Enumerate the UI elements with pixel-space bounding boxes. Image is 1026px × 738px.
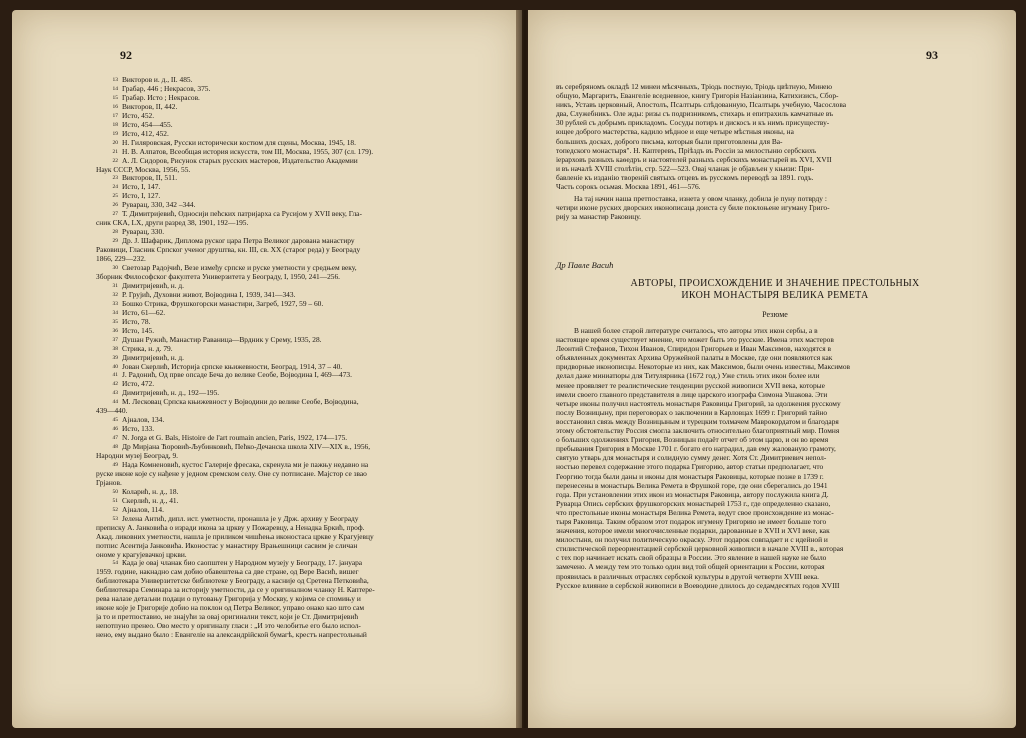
footnote-text: библиотекара Семинара за историју уметности, да се у оригиналном чланку Н. Каптере-	[96, 586, 375, 595]
footnote-text: Димитријевић, н. д.	[122, 353, 185, 362]
footnote-number: 13	[112, 77, 118, 83]
footnote-text: библиотекара Универзитетске библиотеке у Београду, а касније од Сретена Петковића,	[96, 577, 369, 586]
article-subtitle: Резюме	[762, 310, 788, 319]
footnote-number: 48	[112, 444, 118, 451]
footnote-text: Н. Гиляровская, Русски исторически костюм для сцены, Москва, 1945, 18.	[122, 138, 356, 147]
text-line: и въ началѣ XVIII столѣтіи, стр. 522—523. Овај чланак је објављен у књизи: При-	[556, 163, 814, 173]
footnote-number: 49	[112, 461, 118, 468]
title-line-1: АВТОРЫ, ПРОИСХОЖДЕНИЕ И ЗНАЧЕНИЕ ПРЕСТОЛЬНЫХ	[630, 278, 920, 289]
right-page	[528, 10, 1016, 728]
footnote-number: 44	[112, 399, 118, 406]
footnote-text: Светозар Радојчић, Везе између српске и руске уметности у средњем веку,	[122, 264, 357, 273]
footnote-text: Исто, 145.	[122, 326, 155, 335]
footnote-line	[96, 577, 508, 586]
text-line: Руварца Опись сербских фрушкогорских монастырей 1753 г., где определенно сказано,	[556, 498, 831, 508]
footnote-number: 33	[112, 300, 118, 307]
footnote-number: 21	[112, 148, 118, 155]
footnote-text: Грабар, 446 ; Некрасов, 375.	[122, 84, 211, 93]
text-line: два, Служебникъ. Оле жды: ризы съ подризникомъ, стихарь и епитрахиль камчатные въ	[556, 109, 834, 119]
footnote-line	[104, 389, 508, 398]
footnote-line	[104, 130, 508, 139]
footnote-line	[104, 148, 508, 157]
footnote-text: 439—440.	[96, 407, 128, 416]
footnote-line	[104, 103, 508, 112]
footnote-line	[96, 613, 508, 622]
footnote-line	[96, 479, 508, 488]
footnote-number: 25	[112, 193, 118, 200]
footnote-number: 20	[112, 139, 118, 146]
footnote-number: 38	[112, 345, 118, 352]
footnote-number: 18	[112, 121, 118, 128]
footnote-line	[104, 174, 508, 183]
footnote-line	[104, 228, 508, 237]
footnote-line	[104, 85, 508, 94]
footnote-number: 23	[112, 175, 118, 182]
footnote-line	[96, 452, 508, 461]
footnote-line	[96, 604, 508, 613]
footnote-number: 41	[112, 372, 118, 379]
footnote-text: N. Jorga et G. Bals, Histoire de l'art roumain ancien, Paris, 1922, 174—175.	[122, 434, 348, 443]
footnote-text: непотпуно пренео. Ово место у оригиналу гласи : „И это челобитье его было испол-	[96, 622, 361, 631]
footnote-line	[104, 416, 508, 425]
text-line: придворные иконописцы. Некоторые из них, как Максимов, были очень известны, Максимов	[556, 362, 851, 372]
footnote-text: Исто, I, 147.	[122, 183, 161, 192]
text-line: объявленных документах Архива Оружейной палаты в Москве, где они появляются как	[556, 353, 833, 363]
footnote-text: Исто, 61—62.	[122, 308, 166, 317]
footnote-line	[96, 551, 508, 560]
footnote-text: Нада Комненовић, кустос Галерије фресака, скренула ми је пажњу недавно на	[122, 460, 369, 469]
footnote-line	[104, 264, 508, 273]
text-line: стилистической переориентацией сербской церковной живописи в начале XVIII в., которая	[556, 544, 844, 554]
footnote-line	[104, 201, 508, 210]
article-author: Др Павле Васић	[556, 260, 614, 270]
footnote-number: 16	[112, 103, 118, 110]
footnote-text: Исто, 472.	[122, 380, 155, 389]
footnote-line	[96, 631, 508, 640]
footnote-number: 43	[112, 390, 118, 397]
footnote-number: 26	[112, 202, 118, 209]
footnote-text: Народни музеј Београд, 9.	[96, 452, 179, 461]
footnote-text: Јелена Антић, дипл. ист. уметности, пронашла је у Држ. архиву у Београду	[122, 514, 359, 523]
footnote-line	[104, 300, 508, 309]
footnote-text: Исто, 133.	[122, 425, 155, 434]
footnote-text: Коларић, н. д., 18.	[122, 487, 179, 496]
text-line: въ серебряномъ окладѣ 12 минеи мѣсячныхъ, Тріодь постную, Тріодь цвѣтную, Минею	[556, 82, 832, 91]
text-line: никъ, Уставъ церковный, Апостолъ, Псалтырь слѣдованную, Псалтырь учебную, Часослова	[556, 100, 847, 110]
footnote-number: 54	[112, 560, 118, 567]
footnote-text: Зборник Философског факултета Универзитета у Београду, I, 1950, 241—256.	[96, 272, 341, 281]
footnote-line	[96, 166, 508, 175]
footnote-number: 50	[112, 488, 118, 495]
footnote-line	[96, 219, 508, 228]
footnote-number: 52	[112, 506, 118, 513]
footnote-number: 19	[112, 130, 118, 137]
text-line: менее проявляет те реалистические тенденции русской живописи XVII века, которые	[556, 380, 825, 390]
footnote-text: Јован Скерлић, Историја српске књижевности, Београд, 1914, 37 – 40.	[122, 362, 343, 371]
text-line: Георгию тогда были даны и иконы для монастыря Раковицы, которые позже в 1739 г.	[556, 471, 824, 481]
text-line: значения, которое имели многочисленные подарки, дарованные в XVII и XVI веке, как	[556, 526, 830, 536]
text-line: о больших одолжениях Григория, Возницын подаёт отчет об этом царю, и он во время	[556, 435, 829, 445]
footnotes-list	[96, 76, 508, 640]
footnote-line	[96, 470, 508, 479]
footnote-text: Др. Ј. Шафарик, Диплома руског цара Петра Великог дарована манастиру	[122, 237, 355, 246]
footnote-number: 51	[112, 497, 118, 504]
footnote-line	[104, 210, 508, 219]
footnote-text: 1959. године, накнадно сам добио обавештења са две стране, од Вере Васић, вишег	[96, 568, 359, 577]
footnote-number: 45	[112, 417, 118, 424]
footnote-number: 29	[112, 238, 118, 245]
footnote-text: Др Мирјана Ћоровић-Љубинковић, Пећко-Дечанска школа XIV—XIX в., 1956,	[122, 443, 371, 452]
footnote-number: 47	[112, 435, 118, 442]
footnote-number: 24	[112, 184, 118, 191]
footnote-text: Када је овај чланак био саопштен у Народном музеју у Београду, 17. јануара	[122, 559, 363, 568]
footnote-text: нено, ему выдано было : Евангеліе на александрійской бумагѣ, крестъ напрестольный	[96, 631, 367, 640]
footnote-number: 27	[112, 211, 118, 218]
footnote-text: Димитријевић, н. д., 192—195.	[122, 389, 220, 398]
footnote-text: Скерлић, н. д., 41.	[122, 496, 179, 505]
footnote-number: 32	[112, 291, 118, 298]
footnote-line	[104, 291, 508, 300]
footnote-line	[96, 568, 508, 577]
footnote-text: ономе у крагујевачкој цркви.	[96, 550, 187, 559]
footnote-text: преписку А. Јанковића о изради икона за цркву у Пожаревцу, а Ненадка Бркић, проф.	[96, 523, 365, 532]
footnote-line	[96, 255, 508, 264]
footnote-line	[104, 237, 508, 246]
footnote-line	[104, 363, 508, 372]
footnote-text: Исто, 412, 452.	[122, 129, 169, 138]
footnote-line	[104, 497, 508, 506]
text-line: настоящее время существует мнение, что может быть это русские. Имена этих мастеров	[556, 335, 834, 345]
footnote-text: Викторов и. д., II. 485.	[122, 76, 193, 84]
title-line-2: ИКОН МОНАСТЫРЯ ВЕЛИКА РЕМЕТА	[681, 290, 869, 301]
footnote-text: Исто, 452.	[122, 111, 155, 120]
footnote-line	[104, 282, 508, 291]
footnote-number: 46	[112, 426, 118, 433]
footnote-number: 35	[112, 318, 118, 325]
footnote-line	[96, 595, 508, 604]
footnote-line	[104, 461, 508, 470]
footnote-text: Грабар. Исто ; Некрасов.	[122, 93, 200, 102]
footnote-line	[104, 345, 508, 354]
footnote-line	[104, 336, 508, 345]
text-line: имели своего главного представителя в лице царского изографа Симона Ушакова. Эти	[556, 389, 828, 399]
text-line: В нашей более старой литературе считалось, что авторы этих икон сербы, а в	[574, 326, 818, 335]
footnote-line	[104, 354, 508, 363]
footnote-text: Стрика, н. д. 79.	[122, 344, 173, 353]
footnote-text: Наук СССР, Москва, 1956, 55.	[96, 165, 191, 174]
footnote-text: ја то и претпоставио, не знајући за овај оригинални текст, који је Ст. Димитријевић	[96, 613, 359, 622]
footnote-number: 34	[112, 309, 118, 316]
footnote-text: иконе које је Григорије добио на поклон од Петра Великог, управо онако као што сам	[96, 604, 365, 613]
text-line: года. При установлении этих икон из монастыря Раковица, автору послужила книга Д.	[556, 489, 829, 499]
footnote-text: Р. Грујић, Духовни живот, Војводина I, 1939, 341—343.	[122, 290, 296, 299]
footnote-text: сник СКА, LX, други разред 38, 1901, 192—195.	[96, 219, 249, 228]
footnote-line	[96, 273, 508, 282]
footnote-text: Раковици, Гласник Српског ученог друштва, кн. III, св. XX (старог реда) у Београду	[96, 246, 361, 255]
footnote-text: Ј. Радонић, Од прве опсаде Беча до велике Сеобе, Војводина I, 469—473.	[122, 371, 352, 380]
footnote-line	[104, 192, 508, 201]
footnote-text: Руварац, 330.	[122, 228, 165, 237]
footnote-text: Т. Димитријевић, Односији пећских патријарха са Русијом у XVII веку, Гла-	[122, 210, 362, 219]
text-line: ностью перевел содержание этого подарка Григорию, автор статьи предполагает, что	[556, 462, 824, 472]
text-line: ющее доброго мастерства, кадило мѣдное и еще четыре мѣстныя иконы, на	[556, 127, 794, 137]
footnote-line	[104, 157, 508, 166]
text-line: общую, Маргаритъ, Евангеліе вседневное, книгу Григорія Назіанзина, Катихизисъ, Сбор-	[556, 91, 839, 101]
text-line: Часть сорокъ осьмая. Москва 1891, 461—576.	[556, 182, 701, 192]
footnote-text: Руварац, 330, 342 –344.	[122, 201, 196, 210]
text-line: четыре иконы получил настоятель монастыря Раковицы Григорий, за одолжения русскому	[556, 398, 841, 408]
footnote-line	[96, 586, 508, 595]
footnote-number: 40	[112, 363, 118, 370]
footnote-number: 36	[112, 327, 118, 334]
footnote-text: рева налазе детаљни подаци о путовању Григорија у Москву, у којима се спомињу и	[96, 595, 361, 604]
footnote-text: Викторов, II, 511.	[122, 174, 178, 183]
footnote-text: Ајналов, 114.	[122, 505, 164, 514]
text-line: На тај начин наша претпоставка, изнета у овом чланку, добила је пуну потврду :	[574, 194, 827, 203]
footnote-line	[104, 488, 508, 497]
footnote-text: Ајналов, 134.	[122, 416, 165, 425]
footnote-text: 1866, 229—232.	[96, 255, 146, 264]
footnote-number: 30	[112, 265, 118, 272]
text-line: что престольные иконы монастыря Велика Ремета, ведут свое происхождение из монас-	[556, 507, 834, 517]
footnote-number: 53	[112, 515, 118, 522]
text-line: замечено. А между тем это только один вид той общей ориентации к России, которая	[556, 562, 825, 572]
text-line: милостыня, он получил политическую окраску. Этот подарок совпадает и с идейной и	[556, 535, 828, 545]
footnote-text: Исто, I, 127.	[122, 192, 161, 201]
text-line: іерарховъ разныхъ каѳедръ и настоятелей разныхъ сербскихъ монастырей въ XVI, XVII	[556, 154, 832, 164]
resume-body	[556, 326, 994, 590]
footnote-line	[104, 559, 508, 568]
footnote-number: 14	[112, 85, 118, 92]
footnote-text: потпис Асентија Јанковића. Иконостас у манастиру Врањешници сасвим је сличан	[96, 541, 358, 550]
footnote-line	[96, 622, 508, 631]
page-number-left: 92	[120, 48, 132, 62]
text-line: рију за манастир Раковицу.	[556, 212, 641, 222]
footnote-number: 28	[112, 229, 118, 236]
footnote-text: Викторов, II, 442.	[122, 102, 178, 111]
footnote-text: М. Лесковац Српска књижевност у Војводини до велике Сеобе, Војводина,	[122, 398, 359, 407]
text-line: четири иконе руских дворских иконописаца доиста су биле поклоњене игуману Григо-	[556, 203, 830, 213]
text-line: Леонтий Стефанов, Тихон Иванов, Спиридон Григорьев и Иван Максимов, находятся в	[556, 344, 831, 354]
footnote-text: Грјанов.	[96, 478, 122, 487]
footnote-line	[104, 371, 508, 380]
text-line: 30 рублей съ добрымъ прикладомъ. Сосуды потиръ и дискосъ и къ нимъ присуществу-	[556, 118, 830, 128]
text-line: делал даже миниатюры для Титулярника (1672 год.) Уже стиль этих икон более или	[556, 371, 820, 381]
footnote-text: Душан Ружић, Манастир Раваница—Врдник у Срему, 1935, 28.	[122, 335, 322, 344]
footnote-line	[104, 94, 508, 103]
article-title	[556, 278, 994, 302]
text-line: топедского монастыря". Н. Каптеревъ, Пріѣздъ въ Россіи за милостыню сербскихъ	[556, 145, 817, 155]
footnote-number: 31	[112, 282, 118, 289]
text-line: бавленіе къ изданію твореній святыхъ отцевъ въ русскомъ переводѣ за 1891. годъ.	[556, 172, 814, 182]
text-line: этому обстоятельству Россия смогла заключить относительно благоприятный мир. Помня	[556, 426, 840, 436]
footnote-number: 37	[112, 336, 118, 343]
footnote-number: 42	[112, 381, 118, 388]
footnote-line	[96, 533, 508, 542]
footnote-line	[96, 542, 508, 551]
footnote-number: 15	[112, 94, 118, 101]
footnote-line	[104, 434, 508, 443]
footnote-line	[104, 112, 508, 121]
footnote-line	[104, 398, 508, 407]
footnote-line	[96, 246, 508, 255]
footnote-line	[104, 309, 508, 318]
text-line: большихъ досках, доброго письма, которыя были приготовлены для Ва-	[556, 136, 783, 146]
text-line: святую утварь для монастыря и солидную сумму денег. Хотя Ст. Димитриевич непол-	[556, 453, 827, 463]
footnote-line	[104, 121, 508, 130]
text-line: перенесены в монастырь Велика Ремета в Фрушкой горе, где они сберегались до 1941	[556, 480, 828, 490]
footnote-number: 39	[112, 354, 118, 361]
footnote-text: Акад. ликовних уметности, нашла је приликом чишћења иконостаса цркве у Крагујевцу	[96, 532, 374, 541]
footnote-line	[104, 443, 508, 452]
text-line: с тех пор начинает искать свой образцы в России. Это явление в нашей науке не было	[556, 553, 827, 563]
text-line: проявилась в различных отраслях сербской культуры в другой четверти XVIII века.	[556, 571, 820, 581]
footnote-line	[104, 380, 508, 389]
footnote-line	[104, 76, 508, 85]
footnote-text: руске иконе које су нађене у једном сремском селу. Оне су потписане. Мајстор се звао	[96, 469, 367, 478]
footnote-line	[104, 506, 508, 515]
footnote-line	[96, 407, 508, 416]
footnote-line	[104, 139, 508, 148]
text-line: тыря Раковица. Таким образом этот подарок игумену Григорию не имеет больше того	[556, 516, 827, 526]
footnote-line	[104, 425, 508, 434]
footnote-line	[104, 183, 508, 192]
footnote-number: 22	[112, 157, 118, 164]
footnote-number: 17	[112, 112, 118, 119]
text-line: пребывания Григория в Москве 1701 г. богато его наградил, дав ему жалованую грамоту,	[556, 444, 836, 454]
text-line: Русское влияние в сербской живописи в Воеводине длилось до седамдесятых годов XVIII	[556, 580, 840, 590]
footnote-continuation	[556, 82, 994, 191]
footnote-text: Бошко Стрика, Фрушкогорски манастири, Загреб, 1927, 59 – 60.	[122, 299, 324, 308]
text-line: послу Возницыну, при переговорах о заключении в Карловцах 1699 г. Григорий тайно	[556, 407, 828, 417]
footnote-line	[96, 524, 508, 533]
page-number-right: 93	[926, 48, 938, 62]
footnote-text: Исто, 78.	[122, 317, 151, 326]
footnote-line	[104, 318, 508, 327]
footnote-text: Исто, 454—455.	[122, 120, 173, 129]
footnote-line	[104, 327, 508, 336]
footnote-text: А. Л. Сидоров, Рисунок старых русских мастеров, Издательство Академии	[122, 156, 358, 165]
footnote-text: Н. В. Алпатов, Всеобщая история искусств, том III, Москва, 1955, 307 (сл. 179).	[122, 147, 374, 156]
left-page	[12, 10, 522, 728]
footnote-conclusion	[556, 194, 994, 221]
footnote-text: Димитријевић, н. д.	[122, 281, 185, 290]
text-line: восстановил связь между Возницыным и турецким толмачем Маврокордатом и благодаря	[556, 416, 839, 426]
footnote-line	[104, 515, 508, 524]
